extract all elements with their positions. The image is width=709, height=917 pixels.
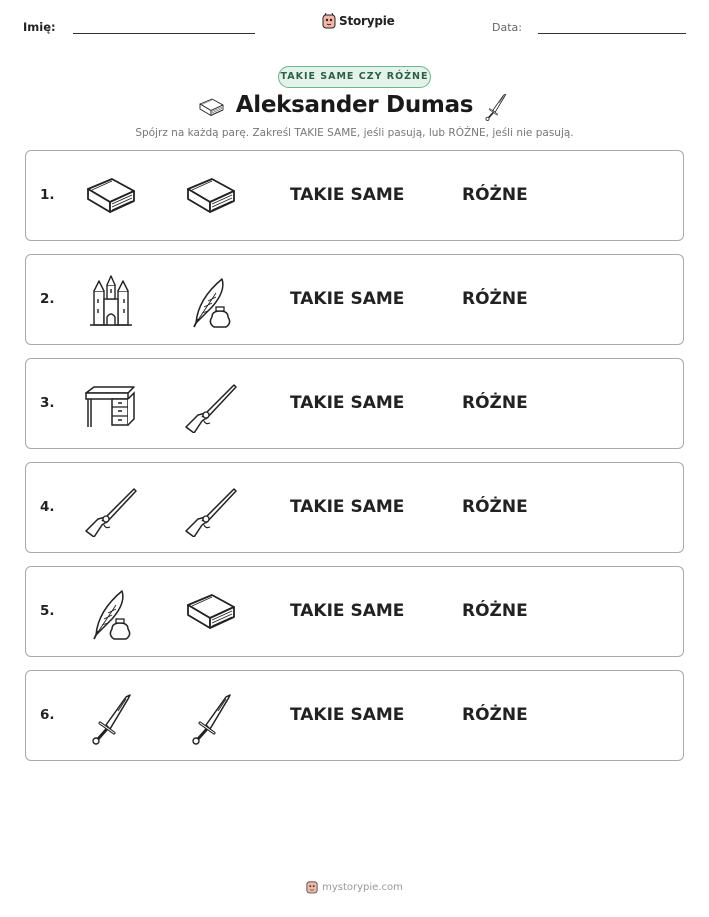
date-label: Data: bbox=[492, 21, 522, 34]
question-number: 1. bbox=[40, 187, 55, 203]
brand-name: Storypie bbox=[339, 14, 395, 28]
question-row-4 bbox=[25, 462, 684, 553]
option-different[interactable]: RÓŻNE bbox=[462, 185, 528, 205]
book-icon bbox=[182, 585, 238, 641]
option-different[interactable]: RÓŻNE bbox=[462, 601, 528, 621]
footer-url: mystorypie.com bbox=[322, 881, 403, 893]
sword-icon bbox=[480, 90, 510, 122]
instructions: Spójrz na każdą parę. Zakreśl TAKIE SAME, jeśli pasują, lub RÓŻNE, jeśli nie pasują. bbox=[135, 127, 574, 139]
option-same[interactable]: TAKIE SAME bbox=[290, 601, 405, 621]
option-same[interactable]: TAKIE SAME bbox=[290, 185, 405, 205]
question-row-5 bbox=[25, 566, 684, 657]
option-same[interactable]: TAKIE SAME bbox=[290, 705, 405, 725]
storypie-logo-icon bbox=[322, 13, 336, 29]
musket-icon bbox=[82, 481, 138, 537]
sword-icon bbox=[182, 689, 238, 745]
sword-icon bbox=[82, 689, 138, 745]
question-number: 4. bbox=[40, 499, 55, 515]
name-label: Imię: bbox=[23, 20, 56, 34]
storypie-logo-icon bbox=[306, 880, 318, 894]
footer bbox=[0, 880, 709, 894]
question-number: 2. bbox=[40, 291, 55, 307]
option-same[interactable]: TAKIE SAME bbox=[290, 289, 405, 309]
book-icon bbox=[82, 169, 138, 225]
option-different[interactable]: RÓŻNE bbox=[462, 289, 528, 309]
musket-icon bbox=[182, 377, 238, 433]
question-row-2 bbox=[25, 254, 684, 345]
question-row-6 bbox=[25, 670, 684, 761]
brand-logo bbox=[322, 13, 395, 29]
page-title: Aleksander Dumas bbox=[235, 92, 474, 118]
option-different[interactable]: RÓŻNE bbox=[462, 705, 528, 725]
title-row bbox=[0, 92, 709, 124]
desk-icon bbox=[82, 377, 138, 433]
date-field[interactable] bbox=[538, 33, 686, 34]
option-same[interactable]: TAKIE SAME bbox=[290, 497, 405, 517]
question-row-1 bbox=[25, 150, 684, 241]
option-same[interactable]: TAKIE SAME bbox=[290, 393, 405, 413]
quill-inkwell-icon bbox=[182, 273, 238, 329]
option-different[interactable]: RÓŻNE bbox=[462, 497, 528, 517]
book-icon bbox=[182, 169, 238, 225]
castle-icon bbox=[82, 273, 138, 329]
quill-inkwell-icon bbox=[82, 585, 138, 641]
question-number: 6. bbox=[40, 707, 55, 723]
worksheet-type-badge: TAKIE SAME CZY RÓŻNE bbox=[278, 66, 431, 88]
question-number: 5. bbox=[40, 603, 55, 619]
name-field[interactable] bbox=[73, 33, 255, 34]
question-row-3 bbox=[25, 358, 684, 449]
question-number: 3. bbox=[40, 395, 55, 411]
musket-icon bbox=[182, 481, 238, 537]
option-different[interactable]: RÓŻNE bbox=[462, 393, 528, 413]
